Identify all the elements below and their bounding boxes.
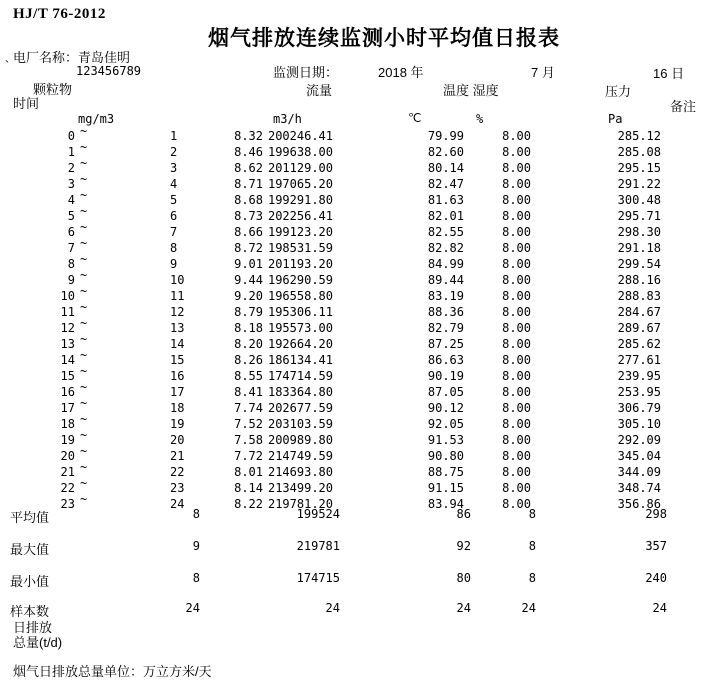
summary-value: 8: [192, 507, 200, 521]
summary-label: 最大值: [10, 542, 50, 557]
cell-pm: 8.18: [234, 321, 263, 335]
cell-hour-end: 13: [170, 321, 185, 335]
summary-value: 92: [456, 539, 471, 553]
table-row: [0, 364, 708, 385]
cell-hour-end: 7: [170, 225, 178, 239]
cell-temperature: 92.05: [427, 417, 464, 431]
cell-pressure: 285.08: [617, 145, 661, 159]
cell-hour-end: 24: [170, 497, 185, 511]
cell-hour-start: 7: [67, 241, 75, 255]
cell-humidity: 8.00: [502, 401, 531, 415]
cell-humidity: 8.00: [502, 449, 531, 463]
cell-hour-start: 20: [60, 449, 75, 463]
plant-code: 123456789: [76, 64, 142, 78]
cell-hour-start: 4: [67, 193, 75, 207]
col-header-pressure: 压力: [605, 84, 632, 99]
tilde-mark: ~: [80, 284, 88, 298]
cell-hour-start: 3: [67, 177, 75, 191]
summary-value: 24: [521, 601, 536, 615]
cell-pressure: 306.79: [617, 401, 661, 415]
cell-humidity: 8.00: [502, 321, 531, 335]
cell-flow: 203103.59: [267, 417, 333, 431]
cell-humidity: 8.00: [502, 177, 531, 191]
summary-value: 24: [456, 601, 471, 615]
cell-flow: 202256.41: [267, 209, 333, 223]
cell-flow: 202677.59: [267, 401, 333, 415]
summary-value: 8: [528, 571, 536, 585]
cell-pm: 8.71: [234, 177, 263, 191]
cell-hour-start: 16: [60, 385, 75, 399]
table-row: [0, 188, 708, 209]
cell-humidity: 8.00: [502, 289, 531, 303]
cell-pressure: 292.09: [617, 433, 661, 447]
summary-value: 357: [645, 539, 667, 553]
cell-humidity: 8.00: [502, 337, 531, 351]
tilde-mark: ~: [80, 332, 88, 346]
summary-value: 86: [456, 507, 471, 521]
tilde-mark: ~: [80, 316, 88, 330]
cell-flow: 192664.20: [267, 337, 333, 351]
unit-humidity: %: [476, 112, 484, 126]
summary-row: [0, 507, 708, 523]
tilde-mark: ~: [80, 476, 88, 490]
cell-pressure: 344.09: [617, 465, 661, 479]
cell-flow: 199123.20: [267, 225, 333, 239]
cell-pm: 8.62: [234, 161, 263, 175]
cell-temperature: 83.19: [427, 289, 464, 303]
tilde-mark: ~: [80, 492, 88, 506]
cell-hour-end: 2: [170, 145, 178, 159]
cell-pm: 7.52: [234, 417, 263, 431]
tilde-mark: ~: [80, 172, 88, 186]
cell-hour-end: 15: [170, 353, 185, 367]
cell-humidity: 8.00: [502, 385, 531, 399]
tilde-mark: ~: [80, 444, 88, 458]
cell-hour-end: 10: [170, 273, 185, 287]
table-row: [0, 124, 708, 145]
cell-hour-end: 17: [170, 385, 185, 399]
daily-emission-label-line1: 日排放: [13, 620, 53, 635]
cell-temperature: 81.63: [427, 193, 464, 207]
col-header-time: 时间: [13, 96, 40, 111]
tilde-mark: ~: [80, 428, 88, 442]
cell-hour-start: 12: [60, 321, 75, 335]
cell-humidity: 8.00: [502, 481, 531, 495]
cell-hour-end: 5: [170, 193, 178, 207]
tilde-mark: ~: [80, 252, 88, 266]
cell-hour-start: 19: [60, 433, 75, 447]
cell-hour-start: 15: [60, 369, 75, 383]
cell-pressure: 277.61: [617, 353, 661, 367]
cell-pressure: 298.30: [617, 225, 661, 239]
col-header-temp-hum: 温度 湿度: [443, 83, 499, 98]
cell-pressure: 284.67: [617, 305, 661, 319]
cell-humidity: 8.00: [502, 257, 531, 271]
cell-pm: 8.41: [234, 385, 263, 399]
cell-hour-start: 23: [60, 497, 75, 511]
cell-pressure: 305.10: [617, 417, 661, 431]
cell-temperature: 87.05: [427, 385, 464, 399]
cell-pm: 8.55: [234, 369, 263, 383]
cell-hour-start: 9: [67, 273, 75, 287]
cell-pressure: 239.95: [617, 369, 661, 383]
summary-value: 8: [528, 539, 536, 553]
cell-pm: 8.01: [234, 465, 263, 479]
table-row: [0, 252, 708, 273]
standard-code: HJ/T 76-2012: [13, 6, 106, 22]
cell-hour-start: 13: [60, 337, 75, 351]
summary-value: 240: [645, 571, 667, 585]
table-row: [0, 380, 708, 401]
cell-hour-start: 10: [60, 289, 75, 303]
cell-humidity: 8.00: [502, 193, 531, 207]
table-row: [0, 204, 708, 225]
table-row: [0, 460, 708, 481]
table-row: [0, 156, 708, 177]
cell-temperature: 80.14: [427, 161, 464, 175]
cell-hour-end: 14: [170, 337, 185, 351]
cell-pm: 8.14: [234, 481, 263, 495]
cell-pressure: 288.16: [617, 273, 661, 287]
table-row: [0, 396, 708, 417]
cell-hour-end: 19: [170, 417, 185, 431]
cell-pressure: 253.95: [617, 385, 661, 399]
cell-hour-end: 3: [170, 161, 178, 175]
cell-flow: 174714.59: [267, 369, 333, 383]
cell-pm: 9.20: [234, 289, 263, 303]
tilde-mark: ~: [80, 156, 88, 170]
cell-pressure: 300.48: [617, 193, 661, 207]
tilde-mark: ~: [80, 348, 88, 362]
cell-hour-end: 18: [170, 401, 185, 415]
summary-row: [0, 539, 708, 555]
cell-temperature: 82.60: [427, 145, 464, 159]
cell-flow: 200246.41: [267, 129, 333, 143]
date-day: 16 日: [653, 66, 685, 81]
cell-hour-start: 2: [67, 161, 75, 175]
table-row: [0, 284, 708, 305]
cell-flow: 186134.41: [267, 353, 333, 367]
cell-humidity: 8.00: [502, 305, 531, 319]
cell-hour-end: 9: [170, 257, 178, 271]
table-row: [0, 476, 708, 497]
tilde-mark: ~: [80, 236, 88, 250]
tilde-mark: ~: [80, 188, 88, 202]
cell-hour-start: 18: [60, 417, 75, 431]
cell-pressure: 299.54: [617, 257, 661, 271]
cell-flow: 199638.00: [267, 145, 333, 159]
cell-hour-end: 23: [170, 481, 185, 495]
cell-flow: 199291.80: [267, 193, 333, 207]
table-row: [0, 444, 708, 465]
cell-pm: 8.46: [234, 145, 263, 159]
cell-pressure: 289.67: [617, 321, 661, 335]
cell-hour-end: 4: [170, 177, 178, 191]
cell-pm: 8.73: [234, 209, 263, 223]
col-header-remark: 备注: [670, 99, 697, 114]
summary-value: 80: [456, 571, 471, 585]
summary-label: 样本数: [10, 604, 50, 619]
cell-temperature: 82.47: [427, 177, 464, 191]
cell-flow: 213499.20: [267, 481, 333, 495]
cell-pressure: 348.74: [617, 481, 661, 495]
cell-hour-end: 21: [170, 449, 185, 463]
cell-humidity: 8.00: [502, 273, 531, 287]
cell-flow: 183364.80: [267, 385, 333, 399]
date-month: 7 月: [531, 65, 555, 80]
unit-temp: ℃: [408, 111, 422, 125]
cell-humidity: 8.00: [502, 433, 531, 447]
cell-humidity: 8.00: [502, 161, 531, 175]
cell-pressure: 356.86: [617, 497, 661, 511]
cell-pressure: 285.12: [617, 129, 661, 143]
table-row: [0, 348, 708, 369]
cell-flow: 195573.00: [267, 321, 333, 335]
cell-hour-end: 12: [170, 305, 185, 319]
cell-temperature: 89.44: [427, 273, 464, 287]
tilde-mark: ~: [80, 364, 88, 378]
cell-hour-end: 16: [170, 369, 185, 383]
cell-flow: 214693.80: [267, 465, 333, 479]
cell-hour-start: 8: [67, 257, 75, 271]
col-header-pm: 颗粒物: [33, 82, 73, 97]
unit-pressure: Pa: [608, 112, 623, 126]
stray-mark: `: [5, 58, 10, 73]
cell-humidity: 8.00: [502, 145, 531, 159]
cell-temperature: 90.19: [427, 369, 464, 383]
cell-hour-start: 17: [60, 401, 75, 415]
tilde-mark: ~: [80, 460, 88, 474]
tilde-mark: ~: [80, 412, 88, 426]
cell-hour-end: 22: [170, 465, 185, 479]
table-row: [0, 300, 708, 321]
cell-hour-end: 20: [170, 433, 185, 447]
cell-pressure: 285.62: [617, 337, 661, 351]
cell-hour-end: 8: [170, 241, 178, 255]
table-row: [0, 268, 708, 289]
cell-pressure: 291.22: [617, 177, 661, 191]
tilde-mark: ~: [80, 124, 88, 138]
cell-humidity: 8.00: [502, 129, 531, 143]
cell-pm: 7.58: [234, 433, 263, 447]
cell-humidity: 8.00: [502, 241, 531, 255]
cell-flow: 219781.20: [267, 497, 333, 511]
cell-pm: 9.44: [234, 273, 263, 287]
summary-value: 8: [192, 571, 200, 585]
cell-pm: 8.72: [234, 241, 263, 255]
cell-pm: 8.32: [234, 129, 263, 143]
cell-pressure: 295.15: [617, 161, 661, 175]
col-header-flow: 流量: [306, 83, 333, 98]
cell-flow: 196290.59: [267, 273, 333, 287]
cell-pm: 8.26: [234, 353, 263, 367]
cell-humidity: 8.00: [502, 369, 531, 383]
plant-name-label: 电厂名称：青岛佳明: [13, 50, 131, 65]
tilde-mark: ~: [80, 300, 88, 314]
summary-value: 24: [325, 601, 340, 615]
cell-flow: 201129.00: [267, 161, 333, 175]
cell-hour-end: 1: [170, 129, 178, 143]
tilde-mark: ~: [80, 268, 88, 282]
page-title: 烟气排放连续监测小时平均值日报表: [208, 27, 560, 50]
cell-temperature: 91.53: [427, 433, 464, 447]
cell-temperature: 82.79: [427, 321, 464, 335]
summary-value: 9: [192, 539, 200, 553]
date-label: 监测日期：: [273, 65, 339, 80]
cell-pressure: 291.18: [617, 241, 661, 255]
cell-hour-start: 5: [67, 209, 75, 223]
cell-temperature: 84.99: [427, 257, 464, 271]
cell-temperature: 88.36: [427, 305, 464, 319]
cell-hour-start: 14: [60, 353, 75, 367]
cell-temperature: 90.80: [427, 449, 464, 463]
cell-pm: 8.79: [234, 305, 263, 319]
cell-humidity: 8.00: [502, 497, 531, 511]
summary-row: [0, 571, 708, 587]
summary-value: 219781: [296, 539, 340, 553]
tilde-mark: ~: [80, 380, 88, 394]
cell-hour-end: 6: [170, 209, 178, 223]
summary-value: 8: [528, 507, 536, 521]
unit-flow: m3/h: [273, 112, 302, 126]
cell-humidity: 8.00: [502, 417, 531, 431]
summary-value: 174715: [296, 571, 340, 585]
cell-temperature: 82.82: [427, 241, 464, 255]
summary-value: 24: [185, 601, 200, 615]
table-row: [0, 412, 708, 433]
cell-humidity: 8.00: [502, 465, 531, 479]
cell-humidity: 8.00: [502, 225, 531, 239]
cell-pm: 9.01: [234, 257, 263, 271]
table-row: [0, 220, 708, 241]
table-row: [0, 140, 708, 161]
cell-humidity: 8.00: [502, 353, 531, 367]
summary-label: 最小值: [10, 574, 50, 589]
cell-temperature: 90.12: [427, 401, 464, 415]
cell-flow: 196558.80: [267, 289, 333, 303]
cell-pressure: 288.83: [617, 289, 661, 303]
cell-flow: 214749.59: [267, 449, 333, 463]
cell-hour-start: 0: [67, 129, 75, 143]
cell-pm: 8.66: [234, 225, 263, 239]
cell-humidity: 8.00: [502, 209, 531, 223]
cell-hour-start: 11: [60, 305, 75, 319]
table-row: [0, 172, 708, 193]
summary-value: 199524: [296, 507, 340, 521]
summary-value: 298: [645, 507, 667, 521]
cell-pressure: 345.04: [617, 449, 661, 463]
summary-value: 24: [652, 601, 667, 615]
cell-temperature: 83.94: [427, 497, 464, 511]
table-row: [0, 332, 708, 353]
cell-flow: 195306.11: [267, 305, 333, 319]
cell-flow: 200989.80: [267, 433, 333, 447]
cell-temperature: 87.25: [427, 337, 464, 351]
cell-hour-start: 1: [67, 145, 75, 159]
cell-pm: 8.20: [234, 337, 263, 351]
date-year: 2018 年: [378, 65, 424, 80]
cell-flow: 201193.20: [267, 257, 333, 271]
emission-unit-note: 烟气日排放总量单位：万立方米/天: [13, 664, 212, 679]
cell-temperature: 91.15: [427, 481, 464, 495]
cell-temperature: 86.63: [427, 353, 464, 367]
cell-pm: 7.74: [234, 401, 263, 415]
summary-label: 平均值: [10, 510, 50, 525]
cell-pressure: 295.71: [617, 209, 661, 223]
tilde-mark: ~: [80, 396, 88, 410]
cell-temperature: 82.55: [427, 225, 464, 239]
cell-temperature: 88.75: [427, 465, 464, 479]
cell-hour-end: 11: [170, 289, 185, 303]
cell-hour-start: 21: [60, 465, 75, 479]
cell-pm: 8.22: [234, 497, 263, 511]
cell-pm: 8.68: [234, 193, 263, 207]
summary-row: [0, 601, 708, 617]
table-row: [0, 428, 708, 449]
table-row: [0, 316, 708, 337]
cell-flow: 198531.59: [267, 241, 333, 255]
cell-temperature: 82.01: [427, 209, 464, 223]
tilde-mark: ~: [80, 220, 88, 234]
cell-flow: 197065.20: [267, 177, 333, 191]
tilde-mark: ~: [80, 204, 88, 218]
cell-hour-start: 22: [60, 481, 75, 495]
table-row: [0, 236, 708, 257]
cell-pm: 7.72: [234, 449, 263, 463]
cell-temperature: 79.99: [427, 129, 464, 143]
tilde-mark: ~: [80, 140, 88, 154]
cell-hour-start: 6: [67, 225, 75, 239]
daily-emission-label-line2: 总量(t/d): [13, 635, 63, 650]
unit-pm: mg/m3: [78, 112, 115, 126]
